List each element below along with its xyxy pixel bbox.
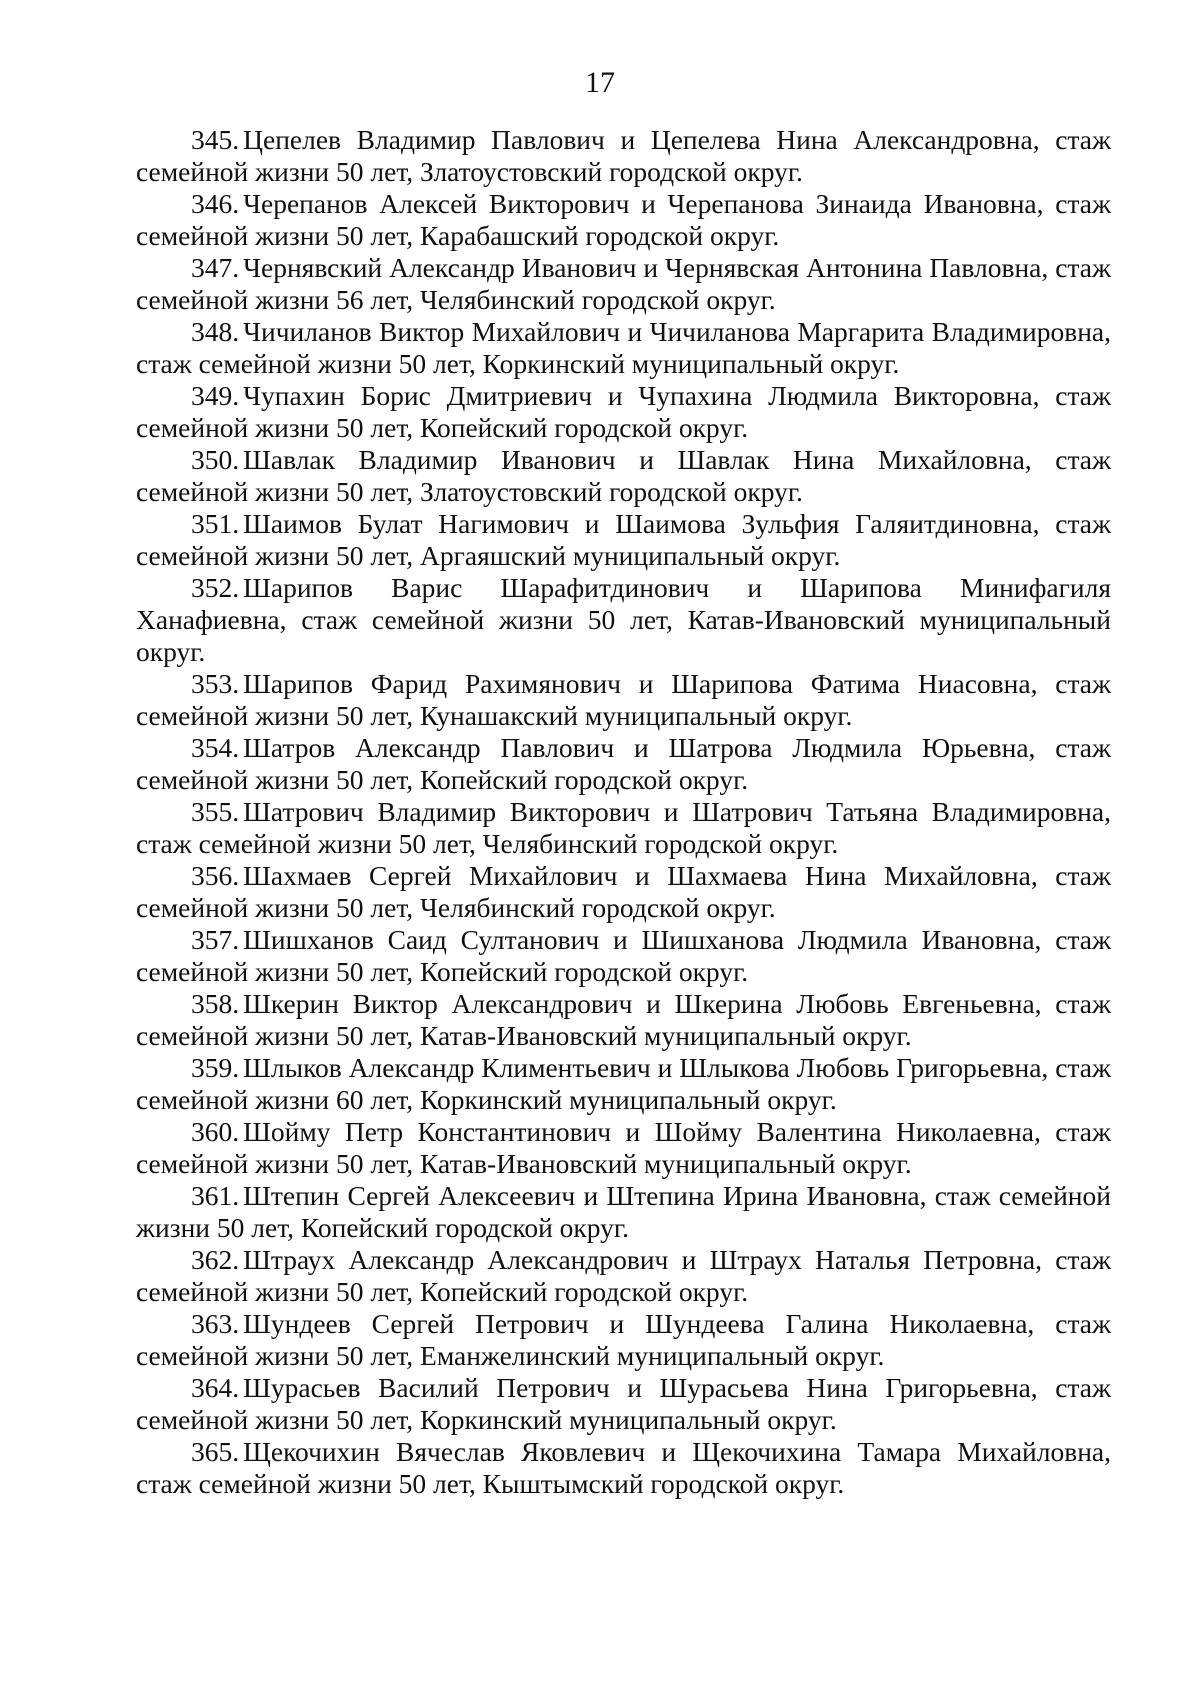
- item-text: Шатрович Владимир Викторович и Шатрович Татьяна Владимировна, стаж семейной жизни 50 лет, Челябинский городской округ.: [136, 796, 1111, 859]
- item-text: Чупахин Борис Дмитриевич и Чупахина Людмила Викторовна, стаж семейной жизни 50 лет, Копейский городской округ.: [136, 380, 1111, 443]
- list-item: [136, 508, 1111, 572]
- item-text: Шишханов Саид Султанович и Шишханова Людмила Ивановна, стаж семейной жизни 50 лет, Копейский городской округ.: [136, 924, 1111, 987]
- list-item: [136, 572, 1111, 668]
- item-number: 363.: [191, 1308, 240, 1339]
- item-number: 356.: [191, 860, 240, 891]
- item-text: Щекочихин Вячеслав Яковлевич и Щекочихина Тамара Михайловна, стаж семейной жизни 50 лет, Кыштымский городской округ.: [136, 1436, 1111, 1499]
- list-item: [136, 252, 1111, 316]
- item-number: 358.: [191, 988, 240, 1019]
- item-text: Шлыков Александр Климентьевич и Шлыкова Любовь Григорьевна, стаж семейной жизни 60 лет, Коркинский муниципальный округ.: [136, 1052, 1111, 1115]
- item-text: Шарипов Варис Шарафитдинович и Шарипова Минифагиля Ханафиевна, стаж семейной жизни 50 лет, Катав-Ивановский муниципальный округ.: [136, 572, 1111, 667]
- list-item: [136, 988, 1111, 1052]
- list-item: [136, 1244, 1111, 1308]
- list-item: [136, 1436, 1111, 1500]
- item-text: Шатров Александр Павлович и Шатрова Людмила Юрьевна, стаж семейной жизни 50 лет, Копейский городской округ.: [136, 732, 1111, 795]
- list-item: [136, 1372, 1111, 1436]
- item-number: 354.: [191, 732, 240, 763]
- list-item: [136, 924, 1111, 988]
- item-number: 347.: [191, 252, 240, 283]
- item-text: Штраух Александр Александрович и Штраух Наталья Петровна, стаж семейной жизни 50 лет, Копейский городской округ.: [136, 1244, 1111, 1307]
- item-number: 350.: [191, 444, 240, 475]
- item-number: 348.: [191, 316, 240, 347]
- item-number: 355.: [191, 796, 240, 827]
- item-number: 359.: [191, 1052, 240, 1083]
- list-item: [136, 1180, 1111, 1244]
- item-number: 345.: [191, 124, 240, 155]
- item-text: Шахмаев Сергей Михайлович и Шахмаева Нина Михайловна, стаж семейной жизни 50 лет, Челябинский городской округ.: [136, 860, 1111, 923]
- item-text: Шаимов Булат Нагимович и Шаимова Зульфия Галяитдиновна, стаж семейной жизни 50 лет, Аргаяшский муниципальный округ.: [136, 508, 1111, 571]
- item-text: Черепанов Алексей Викторович и Черепанова Зинаида Ивановна, стаж семейной жизни 50 лет, Карабашский городской округ.: [136, 188, 1111, 251]
- item-text: Цепелев Владимир Павлович и Цепелева Нина Александровна, стаж семейной жизни 50 лет, Златоустовский городской округ.: [136, 124, 1111, 187]
- item-text: Чернявский Александр Иванович и Чернявская Антонина Павловна, стаж семейной жизни 56 лет, Челябинский городской округ.: [136, 252, 1111, 315]
- list-item: [136, 668, 1111, 732]
- item-number: 364.: [191, 1372, 240, 1403]
- item-number: 346.: [191, 188, 240, 219]
- item-number: 349.: [191, 380, 240, 411]
- list-item: [136, 444, 1111, 508]
- item-number: 352.: [191, 572, 240, 603]
- list-item: [136, 860, 1111, 924]
- item-text: Штепин Сергей Алексеевич и Штепина Ирина Ивановна, стаж семейной жизни 50 лет, Копейский городской округ.: [136, 1180, 1111, 1243]
- award-list: [136, 124, 1111, 1500]
- item-number: 351.: [191, 508, 240, 539]
- item-number: 362.: [191, 1244, 240, 1275]
- list-item: [136, 1116, 1111, 1180]
- item-text: Шундеев Сергей Петрович и Шундеева Галина Николаевна, стаж семейной жизни 50 лет, Еманжелинский муниципальный округ.: [136, 1308, 1111, 1371]
- item-number: 353.: [191, 668, 240, 699]
- list-item: [136, 380, 1111, 444]
- list-item: [136, 1052, 1111, 1116]
- list-item: [136, 188, 1111, 252]
- item-text: Шарипов Фарид Рахимянович и Шарипова Фатима Ниасовна, стаж семейной жизни 50 лет, Кунашакский муниципальный округ.: [136, 668, 1111, 731]
- item-text: Шурасьев Василий Петрович и Шурасьева Нина Григорьевна, стаж семейной жизни 50 лет, Коркинский муниципальный округ.: [136, 1372, 1111, 1435]
- list-item: [136, 124, 1111, 188]
- item-number: 360.: [191, 1116, 240, 1147]
- list-item: [136, 1308, 1111, 1372]
- item-text: Шойму Петр Константинович и Шойму Валентина Николаевна, стаж семейной жизни 50 лет, Катав-Ивановский муниципальный округ.: [136, 1116, 1111, 1179]
- item-number: 357.: [191, 924, 240, 955]
- item-number: 365.: [191, 1436, 240, 1467]
- list-item: [136, 316, 1111, 380]
- list-item: [136, 796, 1111, 860]
- item-text: Шавлак Владимир Иванович и Шавлак Нина Михайловна, стаж семейной жизни 50 лет, Златоустовский городской округ.: [136, 444, 1111, 507]
- list-item: [136, 732, 1111, 796]
- item-number: 361.: [191, 1180, 240, 1211]
- item-text: Чичиланов Виктор Михайлович и Чичиланова Маргарита Владимировна, стаж семейной жизни 50 лет, Коркинский муниципальный округ.: [136, 316, 1111, 379]
- page-number: 17: [585, 66, 615, 99]
- item-text: Шкерин Виктор Александрович и Шкерина Любовь Евгеньевна, стаж семейной жизни 50 лет, Катав-Ивановский муниципальный округ.: [136, 988, 1111, 1051]
